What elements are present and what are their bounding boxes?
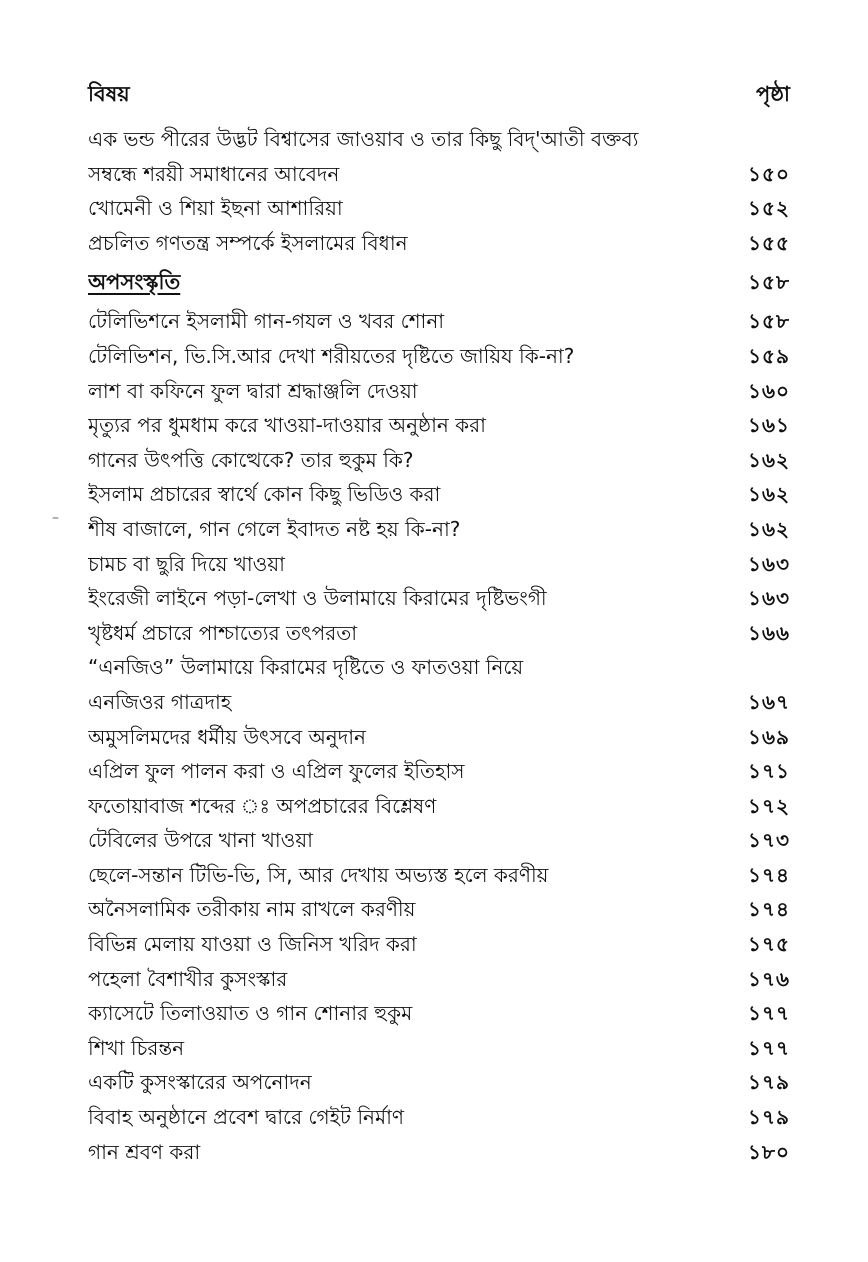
toc-entry (88, 408, 790, 443)
toc-entry (88, 1100, 790, 1135)
entry-page-number: ১৫২ (748, 196, 790, 221)
entry-title: ক্যাসেটে তিলাওয়াত ও গান শোনার হুকুম (88, 1001, 413, 1026)
page-column-heading: পৃষ্ঠা (755, 82, 790, 106)
entry-title: ফতোয়াবাজ শব্দের ঃ অপপ্রচারের বিশ্লেষণ (88, 793, 437, 818)
entry-page-number: ১৫৯ (748, 343, 790, 368)
entry-title: ইসলাম প্রচারের স্বার্থে কোন কিছু ভিডিও করা (88, 482, 441, 507)
toc-entry (88, 122, 790, 157)
subject-column-heading: বিষয় (88, 82, 130, 106)
entry-title: খোমেনী ও শিয়া ইছনা আশারিয়া (88, 196, 343, 221)
toc-entry (88, 754, 790, 789)
toc-entry (88, 191, 790, 226)
entry-page-number: ১৬৩ (748, 586, 790, 611)
entry-page-number: ১৬২ (748, 447, 790, 472)
entry-title: এনজিওর গাত্রদাহ (88, 689, 232, 714)
toc-entry (88, 1135, 790, 1170)
toc-entry (88, 720, 790, 755)
entry-title: একটি কুসংস্কারের অপনোদন (88, 1070, 312, 1095)
toc-entry (88, 443, 790, 478)
entry-title: পহেলা বৈশাখীর কুসংস্কার (88, 966, 288, 991)
entry-title: খৃষ্টধর্ম প্রচারে পাশ্চাত্যের তৎপরতা (88, 620, 358, 645)
table-of-contents (88, 78, 790, 1169)
toc-entry (88, 927, 790, 962)
entry-page-number: ১৬২ (748, 516, 790, 541)
entry-page-number: ১৫৮ (748, 309, 790, 334)
entry-title: গানের উৎপত্তি কোত্থেকে? তার হুকুম কি? (88, 447, 414, 472)
toc-entry (88, 1065, 790, 1100)
toc-entry (88, 996, 790, 1031)
toc-entry (88, 547, 790, 582)
toc-entry (88, 650, 790, 685)
entry-title: ইংরেজী লাইনে পড়া-লেখা ও উলামায়ে কিরামের দৃষ্টিভংগী (88, 586, 547, 611)
toc-entry (88, 892, 790, 927)
entry-page-number: ১৫৮ (748, 270, 790, 295)
entry-title: চামচ বা ছুরি দিয়ে খাওয়া (88, 551, 285, 576)
entry-title: অনৈসলামিক তরীকায় নাম রাখলে করণীয় (88, 897, 416, 922)
entry-page-number: ১৭৬ (748, 966, 790, 991)
entry-page-number: ১৬৬ (748, 620, 790, 645)
entry-page-number: ১৬৯ (748, 724, 790, 749)
entry-page-number: ১৭৯ (748, 1070, 790, 1095)
entry-title: বিবাহ অনুষ্ঠানে প্রবেশ দ্বারে গেইট নির্মাণ (88, 1105, 404, 1130)
entry-title: লাশ বা কফিনে ফুল দ্বারা শ্রদ্ধাঞ্জলি দেওয়া (88, 378, 418, 403)
toc-entry (88, 339, 790, 374)
entry-page-number: ১৮০ (748, 1139, 790, 1164)
toc-entry (88, 685, 790, 720)
entry-page-number: ১৬১ (748, 413, 790, 438)
entry-page-number: ১৬২ (748, 482, 790, 507)
entry-title: এপ্রিল ফুল পালন করা ও এপ্রিল ফুলের ইতিহাস (88, 759, 465, 784)
entry-title: এক ভন্ড পীরের উদ্ভট বিশ্বাসের জাওয়াব ও তার কিছু বিদ্‌'আতী বক্তব্য (88, 127, 639, 151)
entry-title: টেলিভিশনে ইসলামী গান-গযল ও খবর শোনা (88, 309, 445, 334)
toc-entry (88, 226, 790, 261)
toc-entry (88, 858, 790, 893)
toc-entry (88, 823, 790, 858)
entry-page-number: ১৭৭ (748, 1001, 790, 1026)
entry-page-number: ১৬৩ (748, 551, 790, 576)
entry-page-number: ১৭৪ (748, 862, 790, 887)
entry-page-number: ১৭৯ (748, 1105, 790, 1130)
entry-title: বিভিন্ন মেলায় যাওয়া ও জিনিস খরিদ করা (88, 932, 417, 957)
toc-entry (88, 789, 790, 824)
entry-page-number: ১৫৫ (748, 230, 790, 255)
entry-title: টেবিলের উপরে খানা খাওয়া (88, 828, 313, 853)
entry-page-number: ১৭৩ (748, 828, 790, 853)
toc-entry (88, 962, 790, 997)
section-heading-row (88, 260, 790, 304)
entry-title: সম্বন্ধে শরয়ী সমাধানের আবেদন (88, 161, 340, 186)
entry-title: টেলিভিশন, ভি.সি.আর দেখা শরীয়তের দৃষ্টিতে জায়িয কি-না? (88, 343, 575, 368)
entry-page-number: ১৬০ (748, 378, 790, 403)
entry-title: শিখা চিরন্তন (88, 1035, 185, 1060)
toc-entry (88, 1031, 790, 1066)
entry-title: অমুসলিমদের ধর্মীয় উৎসবে অনুদান (88, 724, 366, 749)
entry-title: মৃত্যুর পর ধুমধাম করে খাওয়া-দাওয়ার অনুষ্ঠান করা (88, 413, 486, 438)
entry-title: ছেলে-সন্তান টিভি-ভি, সি, আর দেখায় অভ্যস্ত হলে করণীয় (88, 862, 549, 887)
stray-mark: – (52, 510, 59, 526)
toc-header (88, 78, 790, 122)
entry-title: গান শ্রবণ করা (88, 1139, 201, 1164)
toc-entry (88, 581, 790, 616)
toc-entry (88, 374, 790, 409)
entry-page-number: ১৭৫ (748, 932, 790, 957)
entry-title: প্রচলিত গণতন্ত্র সম্পর্কে ইসলামের বিধান (88, 230, 408, 255)
entry-page-number: ১৭৭ (748, 1035, 790, 1060)
entry-page-number: ১৭২ (748, 793, 790, 818)
toc-entry (88, 304, 790, 339)
toc-entry (88, 477, 790, 512)
toc-entries (88, 122, 790, 1169)
entry-page-number: ১৭১ (748, 759, 790, 784)
entry-page-number: ১৭৪ (748, 897, 790, 922)
section-title: অপসংস্কৃতি (88, 270, 181, 295)
toc-entry (88, 512, 790, 547)
entry-title: শীষ বাজালে, গান গেলে ইবাদত নষ্ট হয় কি-না? (88, 516, 461, 541)
entry-page-number: ১৬৭ (748, 689, 790, 714)
toc-entry (88, 616, 790, 651)
entry-page-number: ১৫০ (748, 161, 790, 186)
entry-title: “এনজিও” উলামায়ে কিরামের দৃষ্টিতে ও ফাতওয়া নিয়ে (88, 655, 524, 680)
toc-entry (88, 157, 790, 192)
